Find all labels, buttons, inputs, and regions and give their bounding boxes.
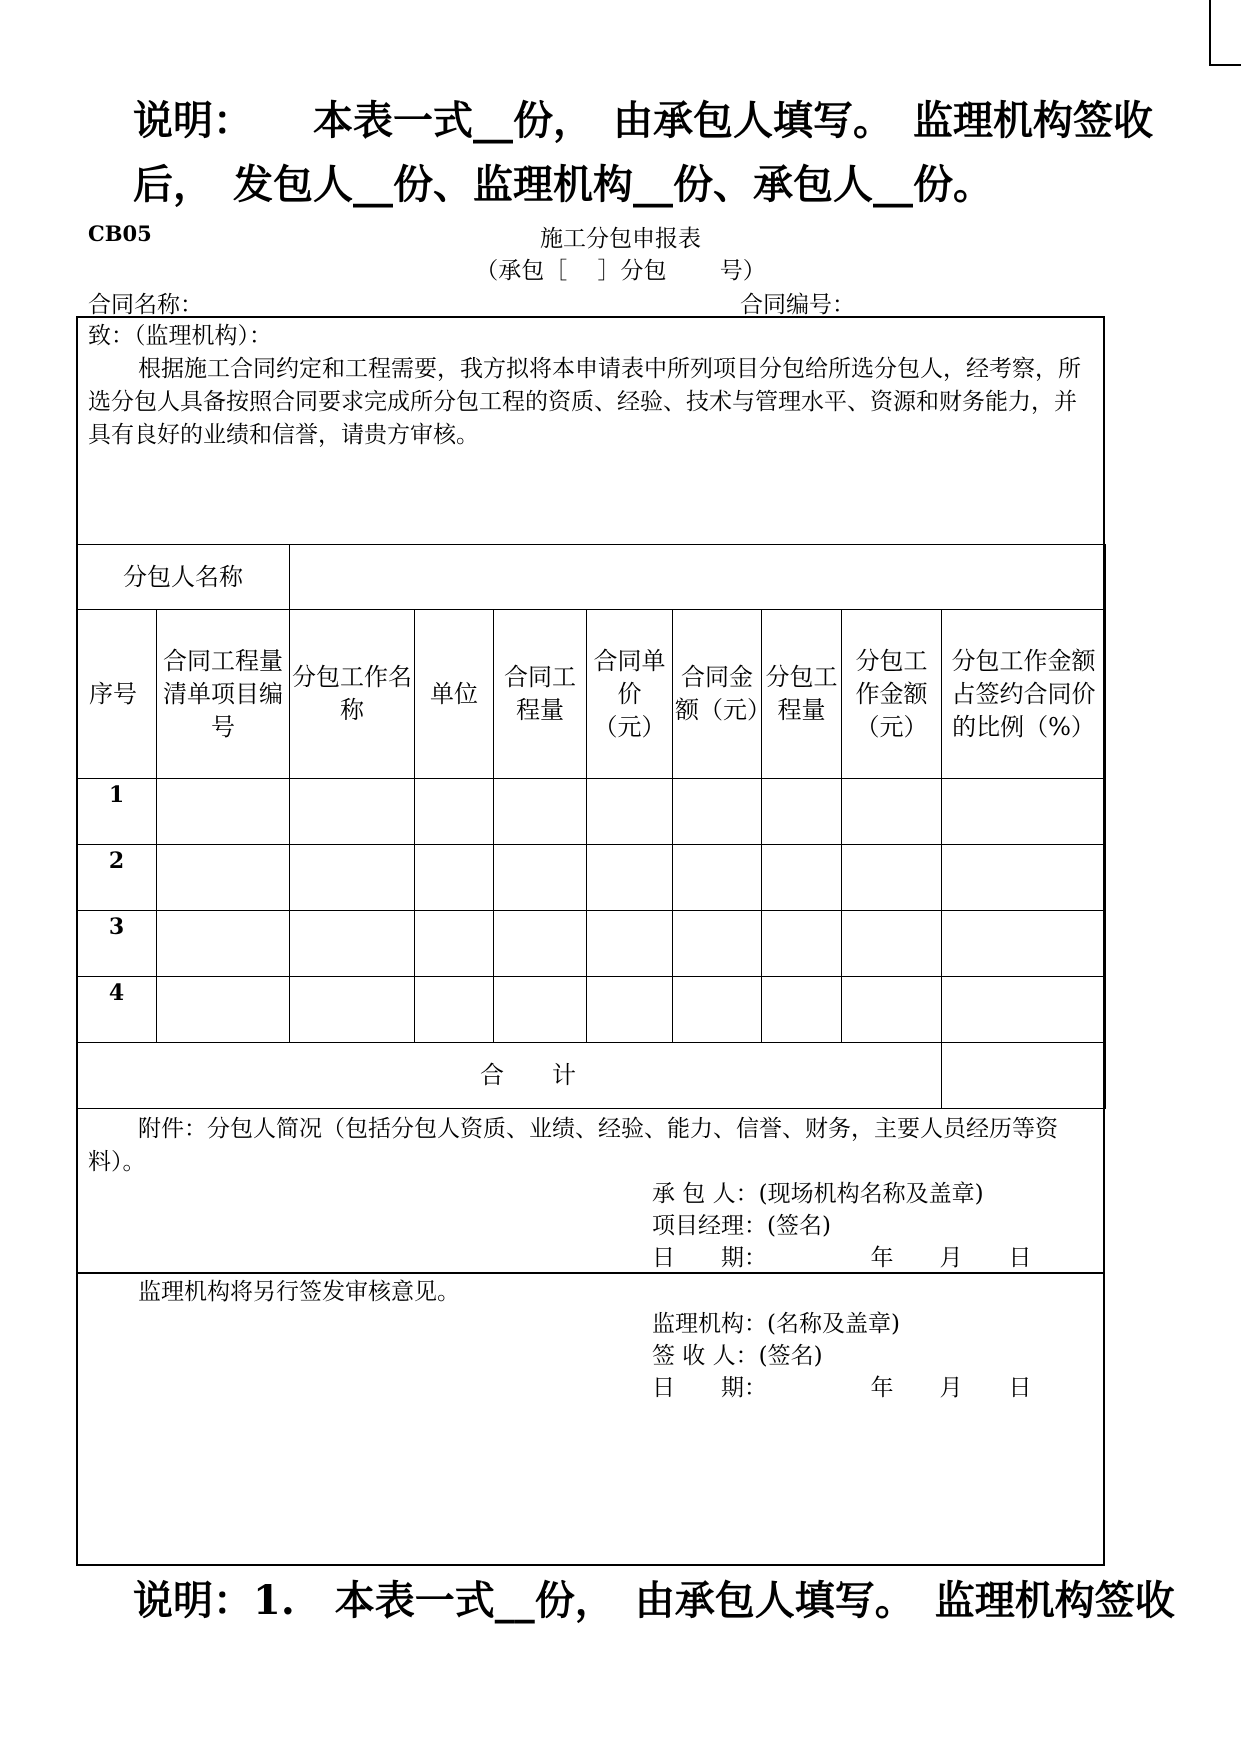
table-cell[interactable] bbox=[157, 779, 290, 845]
col-header-unit-price: 合同单价（元） bbox=[587, 610, 673, 779]
col-header-work-name: 分包工作名称 bbox=[290, 610, 415, 779]
table-cell[interactable] bbox=[673, 779, 762, 845]
top-note-line-2: 后， 发包人__份、监理机构__份、承包人__份。 bbox=[133, 161, 993, 208]
table-cell[interactable] bbox=[494, 911, 587, 977]
row-number: 1 bbox=[77, 779, 157, 845]
row-number: 3 bbox=[77, 911, 157, 977]
table-cell[interactable] bbox=[415, 845, 494, 911]
addressee: 致：（监理机构）： bbox=[88, 323, 272, 349]
col-header-seq: 序号 bbox=[77, 610, 157, 779]
intro-body: 根据施工合同约定和工程需要，我方拟将本申请表中所列项目分包给所选分包人，经考察，所选分包人具备按照合同要求完成所分包工程的资质、经验、技术与管理水平、资源和财务能力，并具有良好的业绩和信誉，请贵方审核。 bbox=[88, 356, 1081, 448]
table-cell[interactable] bbox=[494, 845, 587, 911]
table-cell[interactable] bbox=[942, 845, 1106, 911]
table-cell[interactable] bbox=[587, 779, 673, 845]
table-cell[interactable] bbox=[942, 779, 1106, 845]
table-cell[interactable] bbox=[673, 911, 762, 977]
top-note-line-1: 说明： 本表一式__份， 由承包人填写。 监理机构签收 bbox=[133, 97, 1153, 144]
table-row bbox=[77, 845, 1106, 911]
col-header-contract-qty: 合同工程量 bbox=[494, 610, 587, 779]
col-header-sub-qty: 分包工程量 bbox=[762, 610, 842, 779]
table-cell[interactable] bbox=[842, 977, 942, 1043]
col-header-ratio: 分包工作金额占签约合同价的比例（%） bbox=[942, 610, 1106, 779]
attachment-text: 附件：分包人简况（包括分包人资质、业绩、经验、能力、信誉、财务，主要人员经历等资料）。 bbox=[88, 1116, 1058, 1175]
form-subtitle: （承包［ ］分包 号） bbox=[475, 258, 766, 284]
col-header-contract-amount: 合同金额（元） bbox=[673, 610, 762, 779]
subcontractor-name-field[interactable] bbox=[290, 545, 1106, 610]
table-cell[interactable] bbox=[587, 977, 673, 1043]
table-cell[interactable] bbox=[494, 977, 587, 1043]
corner-box bbox=[1209, 0, 1241, 66]
table-cell[interactable] bbox=[415, 779, 494, 845]
table-row bbox=[77, 911, 1106, 977]
contract-name-label: 合同名称： bbox=[88, 292, 203, 318]
table-cell[interactable] bbox=[415, 911, 494, 977]
table-row bbox=[77, 977, 1106, 1043]
intro-section bbox=[88, 320, 1098, 452]
table-cell[interactable] bbox=[842, 845, 942, 911]
table-cell[interactable] bbox=[587, 845, 673, 911]
section-divider bbox=[76, 1272, 1105, 1274]
supervision-org-line: 监理机构：(名称及盖章) bbox=[652, 1311, 900, 1337]
table-cell[interactable] bbox=[762, 779, 842, 845]
table-cell[interactable] bbox=[762, 977, 842, 1043]
table-cell[interactable] bbox=[673, 845, 762, 911]
table-cell[interactable] bbox=[290, 779, 415, 845]
table-cell[interactable] bbox=[415, 977, 494, 1043]
row-number: 2 bbox=[77, 845, 157, 911]
total-label: 合 计 bbox=[77, 1043, 942, 1109]
table-cell[interactable] bbox=[942, 977, 1106, 1043]
row-number: 4 bbox=[77, 977, 157, 1043]
table-cell[interactable] bbox=[673, 977, 762, 1043]
table-cell[interactable] bbox=[494, 779, 587, 845]
total-value-cell[interactable] bbox=[942, 1043, 1106, 1109]
supervision-date-line: 日 期： 年 月 日 bbox=[652, 1375, 1032, 1401]
contractor-date-line: 日 期： 年 月 日 bbox=[652, 1245, 1032, 1271]
form-code: CB05 bbox=[88, 221, 152, 246]
col-header-unit: 单位 bbox=[415, 610, 494, 779]
col-header-sub-amount: 分包工作金额（元） bbox=[842, 610, 942, 779]
table-cell[interactable] bbox=[587, 911, 673, 977]
table-row bbox=[77, 779, 1106, 845]
table-cell[interactable] bbox=[157, 977, 290, 1043]
table-cell[interactable] bbox=[290, 845, 415, 911]
table-cell[interactable] bbox=[762, 911, 842, 977]
table-cell[interactable] bbox=[842, 911, 942, 977]
subcontract-table bbox=[76, 544, 1106, 1109]
subcontractor-name-label: 分包人名称 bbox=[77, 545, 290, 610]
supervision-text: 监理机构将另行签发审核意见。 bbox=[138, 1279, 460, 1305]
table-cell[interactable] bbox=[157, 911, 290, 977]
table-cell[interactable] bbox=[290, 911, 415, 977]
bottom-note-line-1: 说明：1. 本表一式__份， 由承包人填写。 监理机构签收 bbox=[133, 1577, 1175, 1624]
table-cell[interactable] bbox=[842, 779, 942, 845]
table-cell[interactable] bbox=[290, 977, 415, 1043]
project-manager-line: 项目经理：(签名) bbox=[652, 1213, 831, 1239]
table-cell[interactable] bbox=[942, 911, 1106, 977]
contract-no-label: 合同编号： bbox=[740, 292, 855, 318]
form-title: 施工分包申报表 bbox=[540, 226, 701, 252]
signer-line: 签 收 人：(签名) bbox=[652, 1343, 823, 1369]
col-header-item-no: 合同工程量清单项目编号 bbox=[157, 610, 290, 779]
table-cell[interactable] bbox=[762, 845, 842, 911]
table-cell[interactable] bbox=[157, 845, 290, 911]
contractor-line: 承 包 人：(现场机构名称及盖章) bbox=[652, 1181, 984, 1207]
